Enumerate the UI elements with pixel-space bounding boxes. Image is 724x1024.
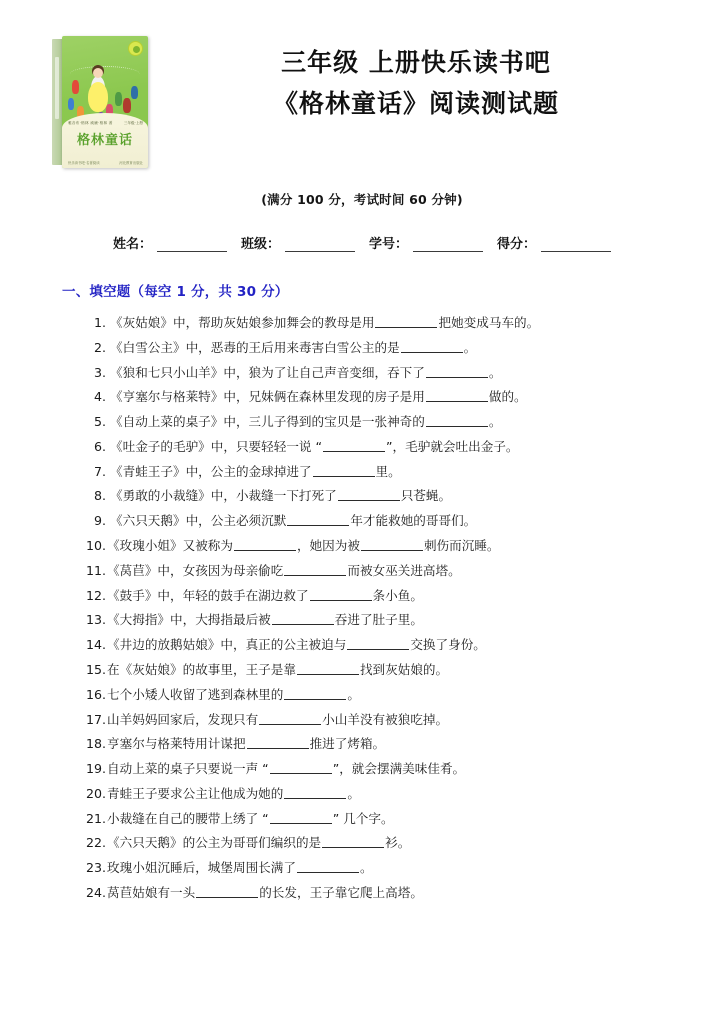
- question-number: 14.: [86, 637, 107, 653]
- question-text-before: 《勇敢的小裁缝》中，小裁缝一下打死了: [110, 488, 337, 504]
- question-text: [107, 562, 684, 578]
- question-text-after: 条小鱼。: [372, 587, 423, 603]
- answer-blank[interactable]: [284, 565, 346, 576]
- question-item: [86, 490, 684, 503]
- question-item: [86, 862, 684, 875]
- answer-blank[interactable]: [284, 689, 346, 700]
- question-text-before: 《六只天鹅》的公主为哥哥们编织的是: [107, 835, 322, 851]
- question-text-before: 《白雪公主》中，恶毒的王后用来毒害白雪公主的是: [110, 339, 400, 355]
- question-item: [86, 391, 684, 404]
- answer-blank[interactable]: [426, 416, 488, 427]
- question-text-after: 只苍蝇。: [400, 488, 452, 504]
- question-text: [110, 438, 684, 454]
- cover-princess-figure: [88, 82, 108, 112]
- cover-grade: 三年级·上册: [123, 121, 143, 125]
- cover-figure: [123, 98, 131, 113]
- question-text-before: 《狼和七只小山羊》中，狼为了让自己声音变细，吞下了: [110, 364, 425, 380]
- question-number: 19.: [86, 761, 107, 777]
- answer-blank[interactable]: [426, 391, 488, 402]
- answer-blank[interactable]: [426, 367, 488, 378]
- question-item: [86, 562, 684, 578]
- question-text-after: 刺伤而沉睡。: [423, 538, 500, 554]
- question-text: [110, 416, 684, 429]
- question-text-before: 山羊妈妈回家后，发现只有: [107, 711, 259, 727]
- question-number: 24.: [86, 884, 107, 900]
- question-item: [86, 686, 684, 702]
- question-text-after: 小山羊没有被狼吃掉。: [322, 711, 449, 727]
- question-item: [86, 738, 684, 751]
- question-text-before: 《自动上菜的桌子》中，三儿子得到的宝贝是一张神奇的: [110, 414, 425, 430]
- cover-arc-decoration: [70, 66, 140, 74]
- question-text-before: 青蛙王子要求公主让他成为她的: [107, 785, 284, 801]
- question-text-after: 。: [347, 785, 360, 801]
- question-text-before: 《亨塞尔与格莱特》中，兄妹俩在森林里发现的房子是用: [110, 389, 425, 405]
- question-text-before: 《吐金子的毛驴》中，只要轻轻一说 “: [110, 438, 323, 454]
- question-text-after: 吞进了肚子里。: [334, 612, 423, 628]
- question-number: 12.: [86, 587, 107, 603]
- question-text-after: 。: [488, 364, 502, 380]
- question-number: 3.: [93, 364, 106, 380]
- question-text-after: 把她变成马车的。: [438, 315, 540, 330]
- question-list: [0, 317, 724, 900]
- question-text: [107, 862, 684, 875]
- question-number: 15.: [86, 661, 107, 677]
- question-item: [86, 587, 684, 603]
- question-text-after: 交换了身份。: [410, 637, 486, 653]
- student-name-field[interactable]: [113, 233, 227, 252]
- question-text: [107, 837, 684, 850]
- cover-authors: 雅各布·格林 威廉·格林 著: [68, 121, 113, 125]
- answer-blank[interactable]: [322, 837, 384, 848]
- student-id-field[interactable]: [369, 233, 483, 252]
- cover-title: 格林童话: [76, 133, 133, 148]
- question-text-after: 找到灰姑娘的。: [359, 661, 449, 677]
- question-text: [107, 785, 684, 801]
- question-text-before: 玫瑰小姐沉睡后，城堡周围长满了: [107, 860, 296, 876]
- question-text: [110, 490, 684, 503]
- question-text-after: ”，毛驴就会吐出金子。: [386, 438, 519, 454]
- question-text: [107, 810, 684, 826]
- book-cover-image: [52, 36, 148, 168]
- question-text-before: 《灰姑娘》中，帮助灰姑娘参加舞会的教母是用: [110, 315, 375, 330]
- question-number: 22.: [86, 835, 107, 851]
- student-score-blank[interactable]: [541, 239, 611, 252]
- student-id-blank[interactable]: [413, 239, 483, 252]
- question-item: [86, 515, 684, 528]
- answer-blank[interactable]: [401, 342, 463, 353]
- question-text-after: 衫。: [385, 835, 411, 851]
- question-text-after: 做的。: [488, 389, 527, 405]
- question-text: [110, 364, 684, 380]
- cover-publisher: 河北教育出版社: [119, 161, 143, 165]
- student-class-label: 班级：: [240, 237, 280, 252]
- question-number: 2.: [93, 339, 106, 355]
- question-text-after: 的长发，王子靠它爬上高塔。: [259, 884, 423, 900]
- question-text: [107, 614, 684, 627]
- answer-blank[interactable]: [196, 887, 258, 898]
- answer-blank[interactable]: [259, 714, 321, 725]
- question-item: [86, 785, 684, 801]
- question-number: 23.: [86, 860, 107, 876]
- answer-blank[interactable]: [284, 788, 346, 799]
- question-text-after: ” 几个字。: [332, 810, 394, 826]
- question-item: [86, 810, 684, 826]
- question-text-before: 七个小矮人收留了逃到森林里的: [107, 686, 284, 702]
- exam-subtitle: (满分 100 分，考试时间 60 分钟): [261, 192, 463, 207]
- question-number: 17.: [86, 711, 107, 727]
- question-item: [86, 339, 684, 355]
- question-item: [86, 614, 684, 627]
- question-item: [86, 540, 684, 553]
- student-score-label: 得分：: [497, 237, 537, 252]
- question-item: [86, 364, 684, 380]
- page-title-line-2: 《格林童话》阅读测试题: [272, 88, 559, 118]
- answer-blank[interactable]: [375, 317, 437, 328]
- question-text-after: 。: [347, 686, 360, 702]
- question-text-before: 《六只天鹅》中，公主必须沉默: [110, 513, 287, 529]
- question-text-middle: ，她因为被: [296, 538, 360, 554]
- question-text: [107, 738, 684, 751]
- question-item: [86, 463, 684, 479]
- student-class-blank[interactable]: [285, 239, 355, 252]
- answer-blank[interactable]: [338, 490, 400, 501]
- question-number: 21.: [86, 810, 107, 826]
- question-text-after: 年才能救她的哥哥们。: [350, 513, 477, 529]
- cover-badge-icon: [128, 41, 143, 56]
- question-text: [110, 339, 684, 355]
- question-number: 1.: [93, 315, 106, 330]
- question-item: [86, 416, 684, 429]
- question-item: [86, 763, 684, 776]
- answer-blank[interactable]: [347, 639, 409, 650]
- student-score-field[interactable]: [497, 233, 611, 252]
- question-text: [107, 686, 684, 702]
- answer-blank[interactable]: [270, 813, 332, 824]
- question-text-after: 里。: [375, 463, 401, 479]
- question-text-before: 自动上菜的桌子只要说一声 “: [107, 761, 269, 777]
- question-text: [107, 587, 684, 603]
- question-text: [107, 661, 684, 677]
- question-text: [107, 540, 684, 553]
- question-text: [107, 884, 684, 900]
- page-title-line-1: 三年级 上册快乐读书吧: [281, 48, 551, 77]
- question-item: [86, 438, 684, 454]
- cover-title-band: [62, 113, 148, 168]
- question-number: 11.: [86, 562, 107, 578]
- question-text-before: 《鼓手》中，年轻的鼓手在湖边救了: [107, 587, 309, 603]
- question-number: 8.: [93, 488, 106, 504]
- cover-figure: [131, 86, 138, 99]
- question-item: [86, 639, 684, 652]
- question-item: [86, 711, 684, 727]
- question-item: [86, 837, 684, 850]
- question-text-after: 而被女巫关进高塔。: [347, 562, 461, 578]
- answer-blank[interactable]: [297, 664, 359, 675]
- question-text-before: 莴苣姑娘有一头: [107, 884, 196, 900]
- question-text-before: 《井边的放鹅姑娘》中，真正的公主被迫与: [107, 637, 347, 653]
- question-text: [110, 317, 684, 330]
- student-class-field[interactable]: [241, 233, 355, 252]
- question-number: 6.: [93, 438, 106, 454]
- question-number: 16.: [86, 686, 107, 702]
- question-number: 4.: [93, 389, 106, 405]
- question-number: 5.: [93, 414, 106, 430]
- answer-blank[interactable]: [234, 540, 296, 551]
- question-text-after: 推进了烤箱。: [309, 736, 386, 752]
- question-text: [107, 763, 684, 776]
- question-text: [110, 391, 684, 404]
- question-item: [86, 661, 684, 677]
- answer-blank[interactable]: [247, 738, 309, 749]
- question-text-before: 《玫瑰小姐》又被称为: [107, 538, 233, 554]
- question-text-before: 《莴苣》中，女孩因为母亲偷吃: [107, 562, 284, 578]
- question-text-before: 小裁缝在自己的腰带上绣了 “: [107, 810, 269, 826]
- student-name-label: 姓名：: [112, 237, 152, 252]
- cover-imprint: 快乐读书吧·名著阅读: [68, 161, 100, 165]
- question-number: 9.: [93, 513, 106, 529]
- question-number: 10.: [86, 538, 107, 554]
- question-text-before: 在《灰姑娘》的故事里，王子是靠: [107, 661, 296, 677]
- section-heading-fill-in-blank: 一、填空题（每空 1 分，共 30 分）: [62, 284, 289, 300]
- cover-figure: [115, 92, 122, 106]
- question-text: [107, 711, 684, 727]
- cover-figure: [72, 80, 79, 94]
- answer-blank[interactable]: [287, 515, 349, 526]
- answer-blank[interactable]: [323, 441, 385, 452]
- cover-figure: [68, 98, 74, 110]
- student-id-label: 学号：: [369, 237, 409, 252]
- question-item: [86, 884, 684, 900]
- answer-blank[interactable]: [361, 540, 423, 551]
- question-number: 20.: [86, 785, 107, 801]
- question-number: 7.: [93, 463, 106, 479]
- answer-blank[interactable]: [270, 763, 332, 774]
- question-number: 18.: [86, 736, 107, 752]
- answer-blank[interactable]: [313, 466, 375, 477]
- student-info-row: [0, 233, 724, 252]
- question-text-before: 《大拇指》中，大拇指最后被: [107, 612, 271, 628]
- student-name-blank[interactable]: [157, 239, 227, 252]
- question-text-before: 亨塞尔与格莱特用计谋把: [107, 736, 246, 752]
- question-text: [107, 639, 684, 652]
- question-item: [86, 317, 684, 330]
- answer-blank[interactable]: [297, 862, 359, 873]
- question-text-after: 。: [359, 860, 373, 876]
- question-text: [110, 463, 684, 479]
- title-block: [148, 30, 684, 124]
- document-header: [0, 0, 724, 168]
- answer-blank[interactable]: [310, 590, 372, 601]
- answer-blank[interactable]: [272, 614, 334, 625]
- question-text-after: ”，就会摆满美味佳肴。: [332, 761, 466, 777]
- question-text-before: 《青蛙王子》中，公主的金球掉进了: [110, 463, 312, 479]
- question-text-after: 。: [463, 339, 477, 355]
- book-front-cover: [62, 36, 148, 168]
- question-number: 13.: [86, 612, 107, 628]
- question-text: [110, 515, 684, 528]
- question-text-after: 。: [488, 414, 502, 430]
